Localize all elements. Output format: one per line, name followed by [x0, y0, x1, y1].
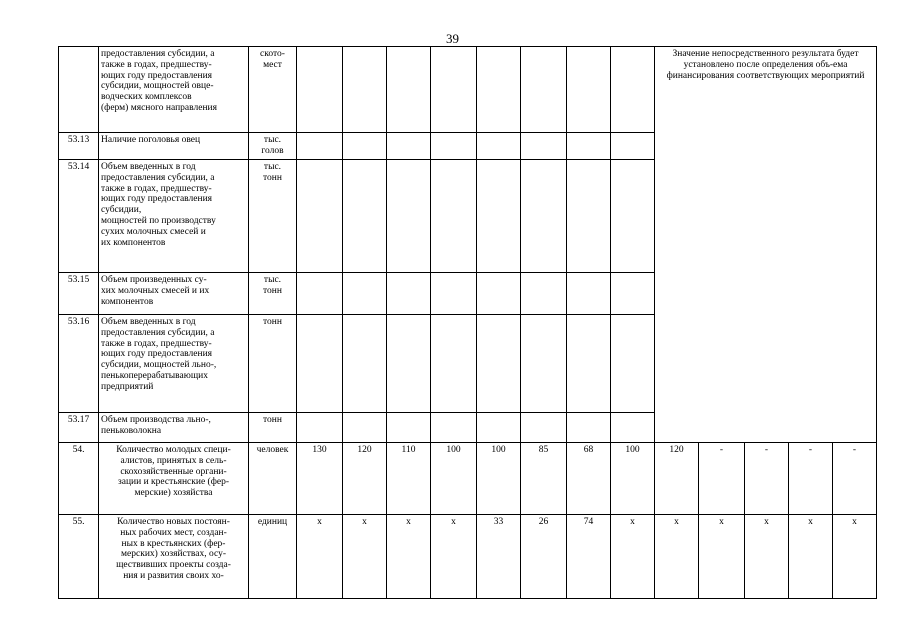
value-cell: х: [611, 515, 655, 599]
value-cell: [343, 413, 387, 443]
value-cell: [297, 47, 343, 133]
value-cell: х: [343, 515, 387, 599]
value-cell: [297, 160, 343, 273]
value-cell: [343, 133, 387, 160]
value-cell: [297, 133, 343, 160]
value-cell: -: [699, 443, 745, 515]
value-cell: [567, 413, 611, 443]
value-cell: [611, 160, 655, 273]
value-cell: [477, 160, 521, 273]
value-cell: [297, 315, 343, 413]
value-cell: [611, 47, 655, 133]
row-number: 54.: [59, 443, 99, 515]
value-cell: [477, 47, 521, 133]
value-cell: [387, 413, 431, 443]
value-cell: х: [745, 515, 789, 599]
value-cell: х: [789, 515, 833, 599]
value-cell: [431, 133, 477, 160]
value-cell: [567, 133, 611, 160]
value-cell: [477, 133, 521, 160]
value-cell: -: [833, 443, 877, 515]
value-cell: 110: [387, 443, 431, 515]
value-cell: 100: [477, 443, 521, 515]
merged-note: Значение непосредственного результата будет установлено после определения объ-ема финансирования соответствующих мероприятий: [666, 49, 865, 81]
value-cell: [343, 160, 387, 273]
value-cell: [387, 133, 431, 160]
row-number: 53.17: [59, 413, 99, 443]
value-cell: [567, 47, 611, 133]
indicator-name: Объем производства льно-, пеньковолокна: [99, 413, 249, 443]
row-number: 53.15: [59, 273, 99, 315]
value-cell: [521, 133, 567, 160]
value-cell: х: [699, 515, 745, 599]
indicators-table: [58, 46, 877, 599]
value-cell: [477, 413, 521, 443]
unit-of-measure: тонн: [249, 413, 297, 443]
value-cell: х: [431, 515, 477, 599]
value-cell: [567, 315, 611, 413]
value-cell: [611, 315, 655, 413]
value-cell: 26: [521, 515, 567, 599]
value-cell: 100: [431, 443, 477, 515]
value-cell: 100: [611, 443, 655, 515]
value-cell: [387, 315, 431, 413]
indicator-name: предоставления субсидии, а также в годах, предшеству- ющих году предоставления субсидии, мощностей овце- водческих комплексов (ферм) мясного направления: [99, 47, 249, 133]
value-cell: [297, 413, 343, 443]
value-cell: [431, 160, 477, 273]
value-cell: х: [833, 515, 877, 599]
value-cell: 120: [343, 443, 387, 515]
value-cell: [521, 273, 567, 315]
row-number: [59, 47, 99, 133]
value-cell: [431, 315, 477, 413]
indicator-name: Объем произведенных су- хих молочных смесей и их компонентов: [99, 273, 249, 315]
indicator-name: Объем введенных в год предоставления субсидии, а также в годах, предшеству- ющих году предоставления субсидии, мощностей по производству сухих молочных смесей и их компонентов: [99, 160, 249, 273]
value-cell: 120: [655, 443, 699, 515]
row-number: 53.13: [59, 133, 99, 160]
value-cell: [611, 133, 655, 160]
value-cell: 33: [477, 515, 521, 599]
value-cell: [521, 315, 567, 413]
value-cell: [297, 273, 343, 315]
value-cell: [567, 273, 611, 315]
value-cell: [521, 413, 567, 443]
value-cell: х: [297, 515, 343, 599]
unit-of-measure: единиц: [249, 515, 297, 599]
unit-of-measure: тыс. тонн: [249, 160, 297, 273]
row-number: 53.16: [59, 315, 99, 413]
value-cell: [387, 160, 431, 273]
value-cell: х: [387, 515, 431, 599]
value-cell: 85: [521, 443, 567, 515]
value-cell: [567, 160, 611, 273]
value-cell: [343, 315, 387, 413]
value-cell: [611, 273, 655, 315]
value-cell: [343, 47, 387, 133]
table-row: [59, 515, 877, 599]
unit-of-measure: ското- мест: [249, 47, 297, 133]
value-cell: [477, 315, 521, 413]
indicator-name: Количество новых постоян- ных рабочих мест, создан- ных в крестьянских (фер- мерских) хозяйствах, осу- ществивших проекты созда- ния и развития своих хо-: [99, 515, 249, 599]
row-number: 55.: [59, 515, 99, 599]
value-cell: х: [655, 515, 699, 599]
indicator-name: Объем введенных в год предоставления субсидии, а также в годах, предшеству- ющих году предоставления субсидии, мощностей льно-, пенькоперерабатывающих предприятий: [99, 315, 249, 413]
value-cell: -: [789, 443, 833, 515]
value-cell: [387, 47, 431, 133]
value-cell: 130: [297, 443, 343, 515]
unit-of-measure: человек: [249, 443, 297, 515]
unit-of-measure: тонн: [249, 315, 297, 413]
unit-of-measure: тыс. тонн: [249, 273, 297, 315]
value-cell: [431, 47, 477, 133]
merged-note-cell: [655, 47, 877, 443]
indicator-name: Количество молодых специ- алистов, принятых в сель- скохозяйственные органи- зации и крестьянские (фер- мерские) хозяйства: [99, 443, 249, 515]
value-cell: [521, 160, 567, 273]
value-cell: [343, 273, 387, 315]
row-number: 53.14: [59, 160, 99, 273]
value-cell: [431, 273, 477, 315]
table-row: [59, 443, 877, 515]
value-cell: [431, 413, 477, 443]
value-cell: [387, 273, 431, 315]
value-cell: [477, 273, 521, 315]
value-cell: -: [745, 443, 789, 515]
indicator-name: Наличие поголовья овец: [99, 133, 249, 160]
page-number: 39: [446, 31, 459, 46]
value-cell: [521, 47, 567, 133]
value-cell: 68: [567, 443, 611, 515]
table-row: [59, 47, 877, 133]
value-cell: [611, 413, 655, 443]
unit-of-measure: тыс. голов: [249, 133, 297, 160]
value-cell: 74: [567, 515, 611, 599]
